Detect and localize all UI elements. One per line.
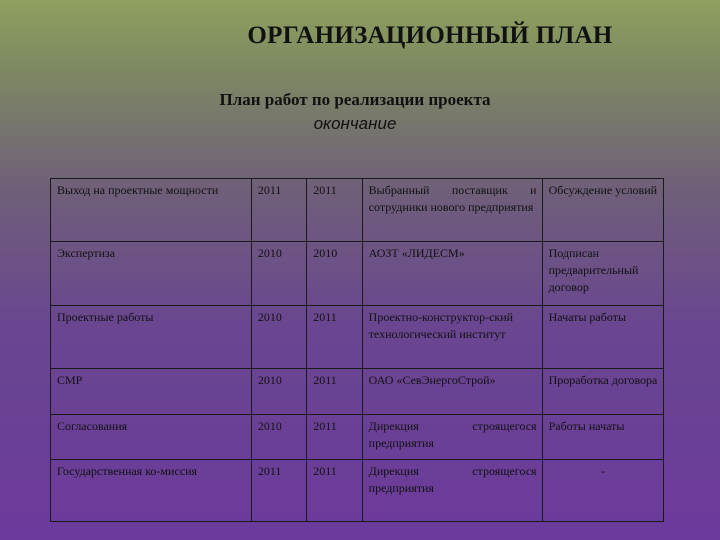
status-cell: - — [542, 460, 663, 522]
work-plan-table — [50, 178, 664, 522]
page-title: ОРГАНИЗАЦИОННЫЙ ПЛАН — [247, 22, 613, 49]
executor-cell: ОАО «СевЭнергоСтрой» — [362, 369, 542, 415]
start-year-cell: 2010 — [251, 369, 306, 415]
executor-cell: АОЗТ «ЛИДЕСМ» — [362, 242, 542, 306]
end-year-cell: 2011 — [307, 460, 362, 522]
stage-cell: СМР — [51, 369, 252, 415]
end-year-cell: 2010 — [307, 242, 362, 306]
status-cell: Работы начаты — [542, 415, 663, 460]
table-row — [51, 460, 664, 522]
stage-cell: Экспертиза — [51, 242, 252, 306]
start-year-cell: 2010 — [251, 242, 306, 306]
status-cell: Проработка договора — [542, 369, 663, 415]
start-year-cell: 2010 — [251, 415, 306, 460]
table-row — [51, 242, 664, 306]
end-year-cell: 2011 — [307, 179, 362, 242]
status-cell: Обсуждение условий — [542, 179, 663, 242]
start-year-cell: 2010 — [251, 306, 306, 369]
start-year-cell: 2011 — [251, 179, 306, 242]
table-row — [51, 179, 664, 242]
table-caption: План работ по реализации проекта — [219, 90, 491, 109]
stage-cell: Проектные работы — [51, 306, 252, 369]
start-year-cell: 2011 — [251, 460, 306, 522]
table-row — [51, 415, 664, 460]
end-year-cell: 2011 — [307, 415, 362, 460]
executor-cell: Проектно-конструктор-ский технологический институт — [362, 306, 542, 369]
status-cell: Начаты работы — [542, 306, 663, 369]
end-year-cell: 2011 — [307, 369, 362, 415]
executor-cell: Выбранный поставщик и сотрудники нового предприятия — [362, 179, 542, 242]
executor-cell: Дирекция строящегося предприятия — [362, 460, 542, 522]
stage-cell: Согласования — [51, 415, 252, 460]
status-cell: Подписан предварительный договор — [542, 242, 663, 306]
table-row — [51, 369, 664, 415]
table-row — [51, 306, 664, 369]
stage-cell: Государственная ко-миссия — [51, 460, 252, 522]
stage-cell: Выход на проектные мощности — [51, 179, 252, 242]
table-caption-continuation: окончание — [313, 114, 397, 133]
end-year-cell: 2011 — [307, 306, 362, 369]
executor-cell: Дирекция строящегося предприятия — [362, 415, 542, 460]
